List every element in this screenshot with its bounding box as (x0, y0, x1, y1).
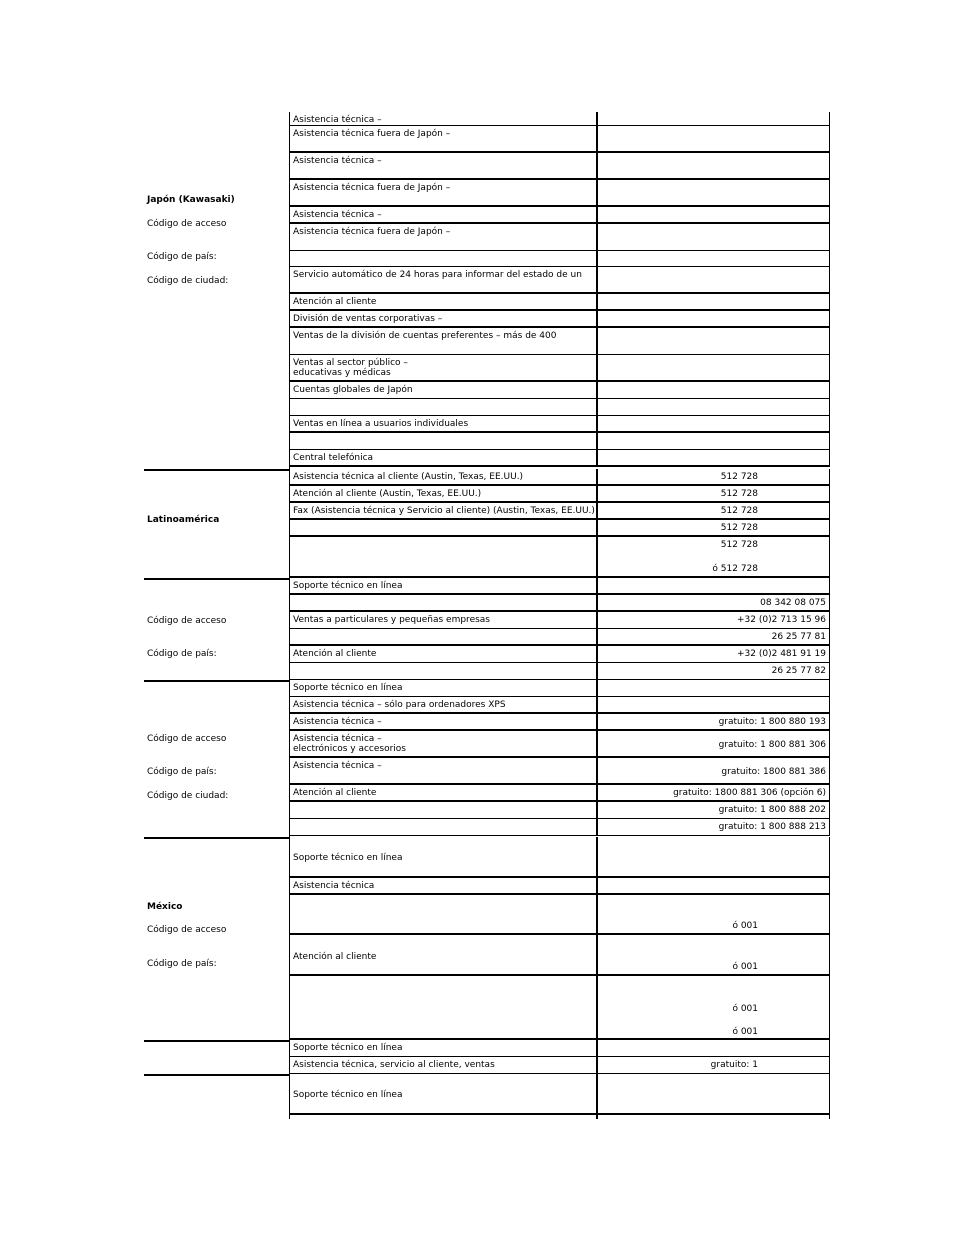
country-cell-montserrat (144, 1040, 290, 1074)
phone-number: gratuito: 1 800 888 213 (718, 822, 826, 832)
service-cell (290, 629, 598, 644)
country-cell-antillas (144, 1074, 290, 1119)
code-label: Código de ciudad: (147, 791, 229, 801)
service-cell: Asistencia técnica – (290, 714, 598, 729)
code-label: Código de país: (147, 767, 217, 777)
number-cell (600, 1115, 829, 1119)
number-cell (600, 878, 829, 893)
code-label: Código de acceso (147, 734, 227, 744)
table-row (290, 355, 830, 382)
table-row (290, 224, 830, 251)
table-row (290, 595, 830, 612)
number-cell (600, 819, 829, 835)
table-row (290, 895, 830, 935)
phone-number: ó 512 728 (712, 564, 758, 574)
number-cell (600, 433, 829, 449)
table-row (290, 251, 830, 267)
table-row (290, 126, 830, 153)
table-row (290, 328, 830, 355)
number-cell (600, 935, 829, 974)
number-cell (600, 537, 829, 576)
number-cell (600, 251, 829, 266)
country-cell-mexico (144, 837, 290, 1040)
number-cell (600, 311, 829, 326)
number-cell (600, 450, 829, 465)
service-cell: Asistencia técnica al cliente (Austin, Texas, EE.UU.) (290, 469, 598, 484)
service-cell: Soporte técnico en línea (290, 837, 598, 876)
service-cell: Atención al cliente (290, 935, 598, 974)
table-row (290, 629, 830, 646)
number-cell (600, 112, 829, 125)
number-cell (600, 629, 829, 644)
service-cell: Ventas a particulares y pequeñas empresas (290, 612, 598, 628)
country-cell-malasia (144, 680, 290, 837)
service-cell: Atención al cliente (290, 294, 598, 309)
phone-number: gratuito: 1800 881 386 (721, 767, 826, 777)
number-cell (600, 355, 829, 380)
phone-number: gratuito: 1 800 881 306 (718, 740, 826, 750)
table-row (290, 697, 830, 714)
phone-number: 512 728 (720, 540, 758, 550)
number-cell (600, 663, 829, 679)
number-cell (600, 1040, 829, 1056)
table-row (290, 416, 830, 433)
number-cell (600, 976, 829, 1038)
table-row (290, 578, 830, 595)
service-cell: Atención al cliente (290, 646, 598, 662)
phone-number: 512 728 (720, 506, 758, 516)
number-cell (600, 469, 829, 484)
service-cell: Asistencia técnica, servicio al cliente, ventas (290, 1057, 598, 1073)
table-row (290, 837, 830, 878)
service-cell (290, 663, 598, 679)
number-cell (600, 399, 829, 415)
service-cell: Soporte técnico en línea (290, 1040, 598, 1056)
table-row (290, 469, 830, 486)
service-cell (290, 595, 598, 610)
number-cell (600, 1057, 829, 1073)
number-cell (600, 612, 829, 628)
table-row (290, 294, 830, 311)
number-cell (600, 382, 829, 398)
table-row (290, 267, 830, 294)
number-cell (600, 207, 829, 222)
table-row (290, 714, 830, 731)
service-cell (290, 399, 598, 415)
number-cell (600, 180, 829, 205)
table-row (290, 153, 830, 180)
service-cell: Asistencia técnica fuera de Japón – (290, 180, 598, 205)
table-row (290, 180, 830, 207)
table-row (290, 758, 830, 785)
number-cell (600, 697, 829, 712)
table-row (290, 450, 830, 467)
number-cell (600, 646, 829, 662)
phone-number: ó 001 (732, 1004, 758, 1014)
table-row (290, 802, 830, 819)
number-cell (600, 680, 829, 696)
number-cell (600, 520, 829, 535)
service-cell: División de ventas corporativas – (290, 311, 598, 326)
country-name: México (147, 902, 183, 912)
table-row (290, 819, 830, 836)
code-label: Código de país: (147, 959, 217, 969)
number-cell (600, 328, 829, 354)
number-cell (600, 416, 829, 431)
table-row (290, 680, 830, 697)
service-cell: Asistencia técnica fuera de Japón – (290, 126, 598, 151)
table-row (290, 646, 830, 663)
table-row (290, 1040, 830, 1057)
table-row (290, 935, 830, 976)
service-cell: Ventas en línea a usuarios individuales (290, 416, 598, 431)
number-cell (600, 731, 829, 756)
number-cell (600, 153, 829, 178)
service-cell (290, 819, 598, 835)
phone-number: ó 001 (732, 921, 758, 931)
service-cell: Cuentas globales de Japón (290, 382, 598, 398)
table-row (290, 785, 830, 802)
phone-number: 512 728 (720, 523, 758, 533)
phone-number: gratuito: 1800 881 306 (opción 6) (673, 788, 826, 798)
phone-number: 512 728 (720, 472, 758, 482)
table-row (290, 433, 830, 450)
service-cell: Soporte técnico en línea (290, 578, 598, 593)
number-cell (600, 126, 829, 151)
table-row (290, 976, 830, 1040)
service-cell (290, 976, 598, 1038)
phone-number: ó 001 (732, 962, 758, 972)
service-cell: Asistencia técnica – sólo para ordenadores XPS (290, 697, 598, 712)
table-row (290, 112, 830, 126)
service-cell: Ventas de la división de cuentas preferentes – más de 400 (290, 328, 598, 354)
service-cell: Asistencia técnica – (290, 112, 598, 125)
number-cell (600, 837, 829, 876)
service-cell: Atención al cliente (Austin, Texas, EE.UU.) (290, 486, 598, 501)
code-label: Código de acceso (147, 925, 227, 935)
table-row (290, 537, 830, 578)
service-cell (290, 520, 598, 535)
number-cell (600, 224, 829, 250)
table-row (290, 399, 830, 416)
country-cell-belgica (144, 578, 290, 680)
service-cell: Servicio automático de 24 horas para informar del estado de un (290, 267, 598, 292)
phone-number: 26 25 77 82 (771, 666, 826, 676)
number-cell (600, 486, 829, 501)
code-label: Código de acceso (147, 219, 227, 229)
table-row (290, 311, 830, 328)
table-row (290, 382, 830, 399)
phone-number: gratuito: 1 800 880 193 (718, 717, 826, 727)
number-cell (600, 758, 829, 783)
number-cell (600, 595, 829, 610)
phone-number: gratuito: 1 (710, 1060, 758, 1070)
number-cell (600, 578, 829, 593)
service-cell (290, 1115, 598, 1119)
table-row (290, 1115, 830, 1119)
number-cell (600, 503, 829, 518)
number-cell (600, 895, 829, 933)
service-cell: Asistencia técnica (290, 878, 598, 893)
number-cell (600, 785, 829, 800)
country-cell-japon (144, 112, 290, 469)
table-row (290, 878, 830, 895)
table-row (290, 612, 830, 629)
code-label: Código de país: (147, 252, 217, 262)
number-cell (600, 294, 829, 309)
service-cell (290, 895, 598, 933)
table-row (290, 663, 830, 680)
service-cell (290, 251, 598, 266)
country-cell-latam (144, 469, 290, 578)
phone-number: 26 25 77 81 (771, 632, 826, 642)
country-name: Latinoamérica (147, 515, 220, 525)
service-cell: Soporte técnico en línea (290, 1074, 598, 1113)
phone-number: 512 728 (720, 489, 758, 499)
country-name: Japón (Kawasaki) (147, 195, 235, 205)
table-row (290, 731, 830, 758)
service-cell: Asistencia técnica – (290, 758, 598, 783)
service-cell: Asistencia técnica – electrónicos y accesorios (290, 731, 598, 756)
table-row (290, 207, 830, 224)
table-row (290, 1057, 830, 1074)
number-cell (600, 1074, 829, 1113)
phone-number: 08 342 08 075 (760, 598, 826, 608)
service-cell: Ventas al sector público – educativas y médicas (290, 355, 598, 380)
number-cell (600, 802, 829, 818)
table-row (290, 520, 830, 537)
service-cell (290, 802, 598, 818)
code-label: Código de acceso (147, 616, 227, 626)
code-label: Código de ciudad: (147, 276, 229, 286)
service-cell: Asistencia técnica – (290, 207, 598, 222)
number-cell (600, 267, 829, 292)
service-cell: Soporte técnico en línea (290, 680, 598, 696)
table-row (290, 503, 830, 520)
service-cell: Asistencia técnica – (290, 153, 598, 178)
phone-number: +32 (0)2 481 91 19 (737, 649, 826, 659)
service-cell (290, 537, 598, 576)
number-cell (600, 714, 829, 729)
code-label: Código de país: (147, 649, 217, 659)
phone-number: ó 001 (732, 1027, 758, 1037)
phone-number: +32 (0)2 713 15 96 (737, 615, 826, 625)
table-row (290, 1074, 830, 1115)
service-cell: Atención al cliente (290, 785, 598, 800)
service-cell (290, 433, 598, 449)
service-cell: Central telefónica (290, 450, 598, 465)
phone-number: gratuito: 1 800 888 202 (718, 805, 826, 815)
table-row (290, 486, 830, 503)
service-cell: Fax (Asistencia técnica y Servicio al cliente) (Austin, Texas, EE.UU.) (290, 503, 598, 518)
service-cell: Asistencia técnica fuera de Japón – (290, 224, 598, 250)
